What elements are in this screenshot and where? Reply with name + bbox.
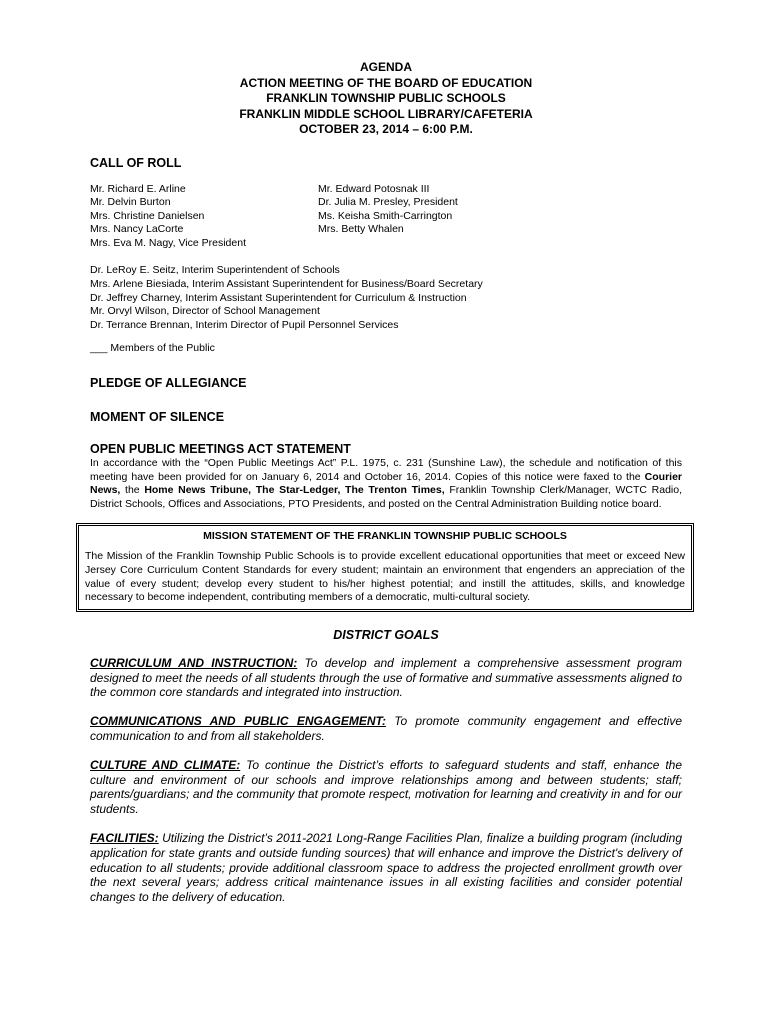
goal-label: FACILITIES:: [90, 830, 159, 845]
goal-text: To promote community engagement and effective communication to and from all stakeholders.: [90, 714, 682, 743]
administrator: Mr. Orvyl Wilson, Director of School Management: [90, 305, 320, 318]
board-member: Dr. Julia M. Presley, President: [318, 196, 458, 209]
goal-text: Utilizing the District’s 2011-2021 Long-Range Facilities Plan, finalize a building program (including application for state grants and outside funding sources) that will enhance and improve the District's delivery of education to all students; provide additional classroom space to address the projected enrollment growth over the next several years; address critical maintenance issues in all existing facilities and consider potential changes to the delivery of education.: [90, 830, 682, 905]
board-member: Mrs. Betty Whalen: [318, 223, 404, 236]
goal-communications: [90, 714, 682, 744]
board-members: [90, 183, 682, 251]
administrator: Mrs. Arlene Biesiada, Interim Assistant Superintendent for Business/Board Secretary: [90, 278, 483, 291]
agenda-header: [90, 60, 682, 138]
members-of-public: ___ Members of the Public: [90, 342, 215, 355]
header-meeting-type: ACTION MEETING OF THE BOARD OF EDUCATION: [239, 75, 533, 90]
goal-label: CULTURE AND CLIMATE:: [90, 757, 241, 772]
pledge-heading: PLEDGE OF ALLEGIANCE: [90, 376, 247, 391]
administrator: Dr. Jeffrey Charney, Interim Assistant Superintendent for Curriculum & Instruction: [90, 291, 467, 304]
header-date: OCTOBER 23, 2014 – 6:00 P.M.: [299, 122, 473, 136]
goal-label: COMMUNICATIONS AND PUBLIC ENGAGEMENT:: [90, 714, 386, 729]
goal-text: To develop and implement a comprehensive assessment program designed to meet the needs of all students through the use of formative and summative assessments aligned to the common core standards and integrated into instruction.: [90, 655, 682, 700]
board-member: Ms. Keisha Smith-Carrington: [318, 209, 453, 222]
administrators-list: [90, 264, 682, 332]
mission-text: The Mission of the Franklin Township Public Schools is to provide excellent educational opportunities that meet or exceed New Jersey Core Curriculum Content Standards for every student; maintain an environment that engenders an appreciation of the value of every student; develop every student to his/her highest potential; and instill the attitudes, skills, and knowledge necessary to become independent, contributing members of a democratic, multi-cultural society.: [85, 550, 685, 604]
goal-text: To continue the District’s efforts to safeguard students and staff, enhance the culture and environment of our schools and improve relationships among and between students; staff; parents/guardians; and the community that promote respect, motivation for learning and creativity in and for our students.: [90, 757, 682, 817]
agenda-page: [85, 60, 685, 905]
goal-facilities: [90, 831, 682, 905]
open-public-meetings-section: [90, 442, 682, 511]
call-of-roll-heading: CALL OF ROLL: [90, 155, 182, 170]
opma-statement: [90, 457, 682, 511]
header-location: FRANKLIN MIDDLE SCHOOL LIBRARY/CAFETERIA: [239, 106, 533, 121]
opma-newspapers-2: Home News Tribune, The Star-Ledger, The Trenton Times,: [144, 484, 445, 497]
board-member: Mrs. Nancy LaCorte: [90, 223, 184, 236]
mission-statement-box: [76, 523, 694, 611]
board-member: Mr. Richard E. Arline: [90, 182, 186, 195]
board-members-left: [90, 183, 318, 251]
goal-label: CURRICULUM AND INSTRUCTION:: [90, 655, 298, 670]
opma-text-3: Franklin Township Clerk/Manager, WCTC Radio, District Schools, Offices and Associations, PTO Presidents, and posted on the Central Administration Building notice board.: [90, 484, 682, 510]
header-district: FRANKLIN TOWNSHIP PUBLIC SCHOOLS: [266, 91, 506, 105]
goal-culture: [90, 758, 682, 817]
board-member: Mrs. Christine Danielsen: [90, 209, 205, 222]
board-members-right: [318, 183, 618, 251]
board-member: Mr. Delvin Burton: [90, 196, 171, 209]
administrator: Dr. Terrance Brennan, Interim Director of Pupil Personnel Services: [90, 318, 399, 331]
board-member: Mrs. Eva M. Nagy, Vice President: [90, 236, 246, 249]
mission-title: MISSION STATEMENT OF THE FRANKLIN TOWNSHIP PUBLIC SCHOOLS: [203, 530, 567, 543]
board-member: Mr. Edward Potosnak III: [318, 182, 430, 195]
administrator: Dr. LeRoy E. Seitz, Interim Superintendent of Schools: [90, 264, 340, 277]
opma-text-2: the: [120, 484, 145, 497]
opma-newspaper-1: Courier News,: [90, 470, 682, 497]
header-agenda: AGENDA: [359, 60, 412, 74]
call-of-roll-section: [90, 156, 682, 357]
opma-heading: OPEN PUBLIC MEETINGS ACT STATEMENT: [90, 442, 351, 457]
opma-text-1: In accordance with the “Open Public Meetings Act” P.L. 1975, c. 231 (Sunshine Law), the schedule and notification of this meeting have been provided for on January 6, 2014 and October 16, 2014. Copies of this notice were faxed to the: [90, 457, 682, 483]
district-goals-title: DISTRICT GOALS: [333, 627, 439, 642]
goal-curriculum: [90, 656, 682, 700]
moment-of-silence-heading: MOMENT OF SILENCE: [90, 410, 225, 425]
